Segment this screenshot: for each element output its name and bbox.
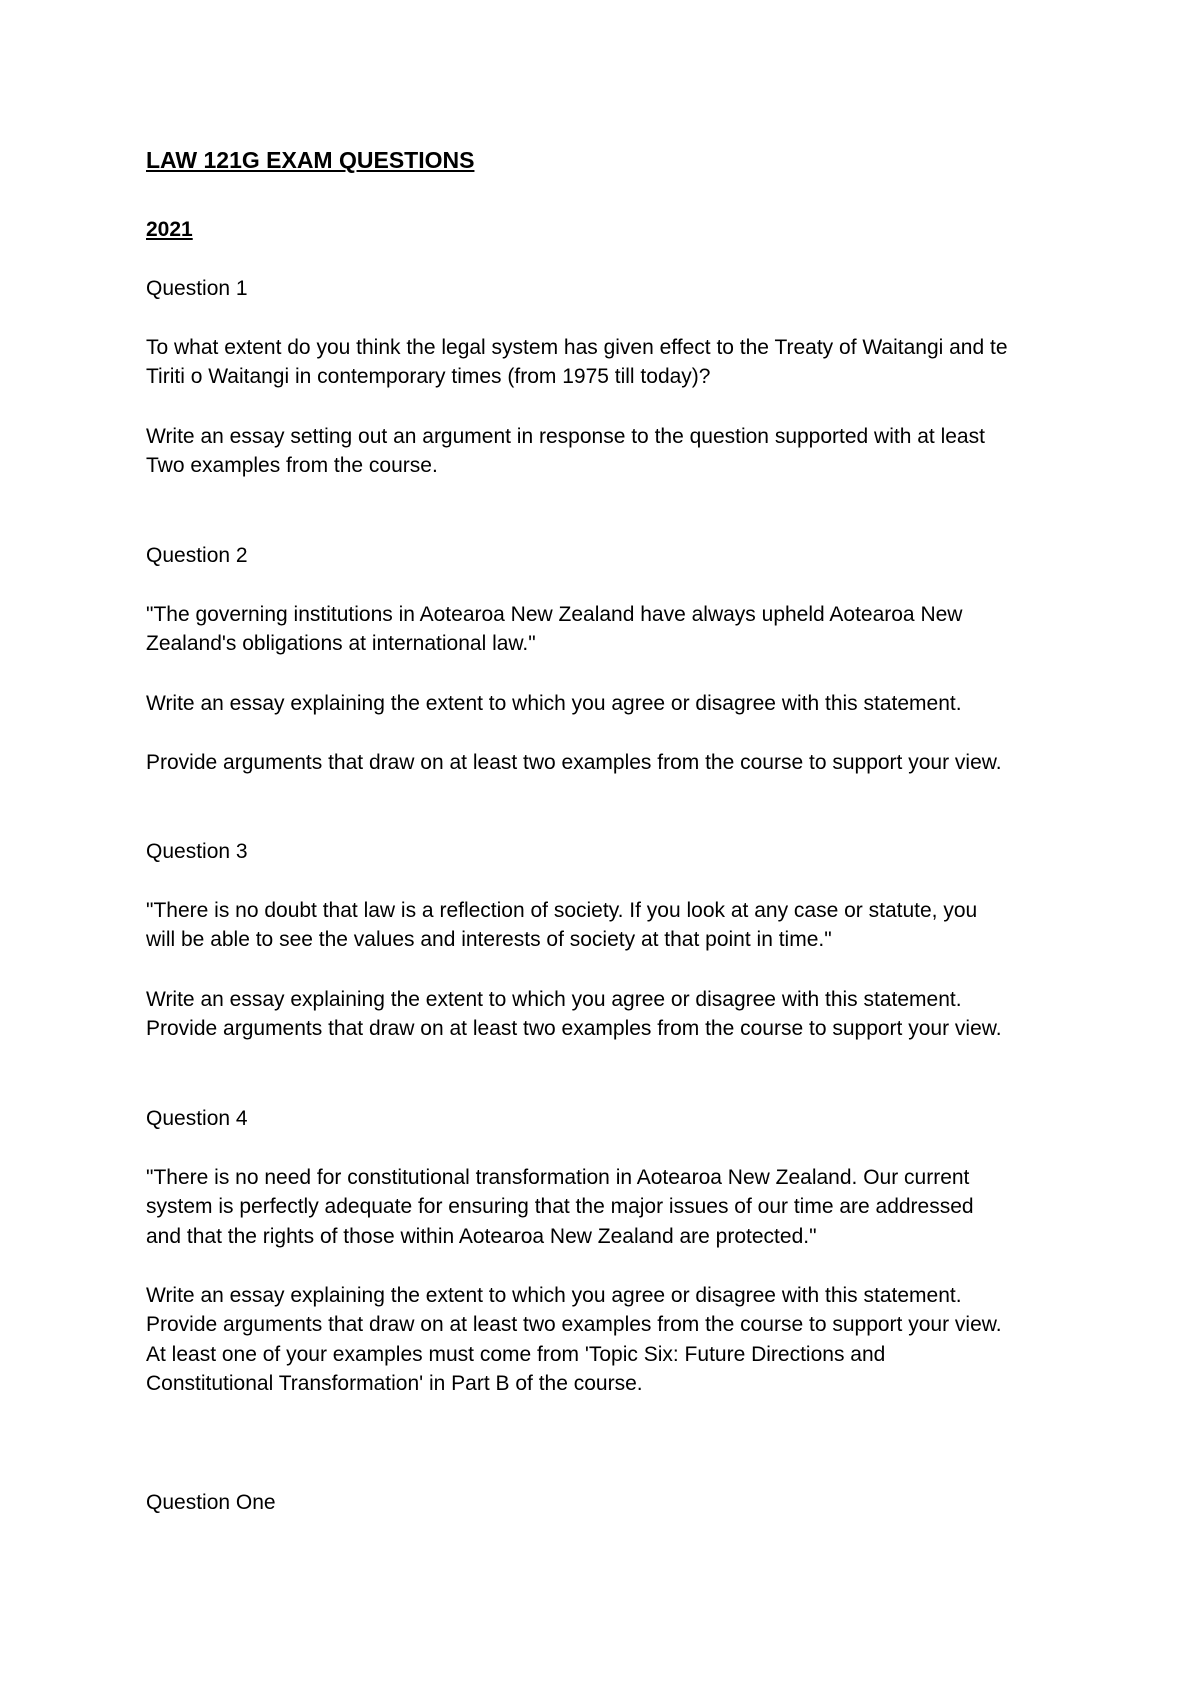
year-heading: 2021	[146, 218, 193, 241]
question-4-instruction-line: Write an essay explaining the extent to which you agree or disagree with this statement.	[146, 1284, 962, 1307]
question-3-statement-line: "There is no doubt that law is a reflection of society. If you look at any case or statute, you	[146, 899, 978, 922]
question-3-statement-line: will be able to see the values and interests of society at that point in time."	[146, 928, 832, 951]
question-1-heading: Question 1	[146, 277, 248, 300]
question-1-prompt-line: Tiriti o Waitangi in contemporary times (from 1975 till today)?	[146, 365, 711, 388]
question-4-heading: Question 4	[146, 1107, 248, 1130]
question-2-instruction-line: Provide arguments that draw on at least two examples from the course to support your view.	[146, 751, 1002, 774]
question-4-statement-line: "There is no need for constitutional transformation in Aotearoa New Zealand. Our current	[146, 1166, 970, 1189]
question-1-prompt-line: To what extent do you think the legal system has given effect to the Treaty of Waitangi and te	[146, 336, 1008, 359]
question-2-instruction-line: Write an essay explaining the extent to which you agree or disagree with this statement.	[146, 692, 962, 715]
question-3-heading: Question 3	[146, 840, 248, 863]
question-3-instruction-line: Provide arguments that draw on at least two examples from the course to support your view.	[146, 1017, 1002, 1040]
question-4-instruction-line: Provide arguments that draw on at least two examples from the course to support your view.	[146, 1313, 1002, 1336]
question-one-heading: Question One	[146, 1491, 276, 1514]
question-2-heading: Question 2	[146, 544, 248, 567]
document-title: LAW 121G EXAM QUESTIONS	[146, 147, 475, 173]
question-1-instruction-line: Two examples from the course.	[146, 454, 438, 477]
question-4-statement-line: system is perfectly adequate for ensuring that the major issues of our time are addressed	[146, 1195, 974, 1218]
question-4-statement-line: and that the rights of those within Aotearoa New Zealand are protected."	[146, 1225, 817, 1248]
question-4-instruction-line: At least one of your examples must come from 'Topic Six: Future Directions and	[146, 1343, 886, 1366]
question-2-statement-line: "The governing institutions in Aotearoa New Zealand have always upheld Aotearoa New	[146, 603, 963, 626]
question-3-instruction-line: Write an essay explaining the extent to which you agree or disagree with this statement.	[146, 988, 962, 1011]
question-1-instruction-line: Write an essay setting out an argument in response to the question supported with at least	[146, 425, 985, 448]
question-4-instruction-line: Constitutional Transformation' in Part B of the course.	[146, 1372, 643, 1395]
question-2-statement-line: Zealand's obligations at international law."	[146, 632, 536, 655]
